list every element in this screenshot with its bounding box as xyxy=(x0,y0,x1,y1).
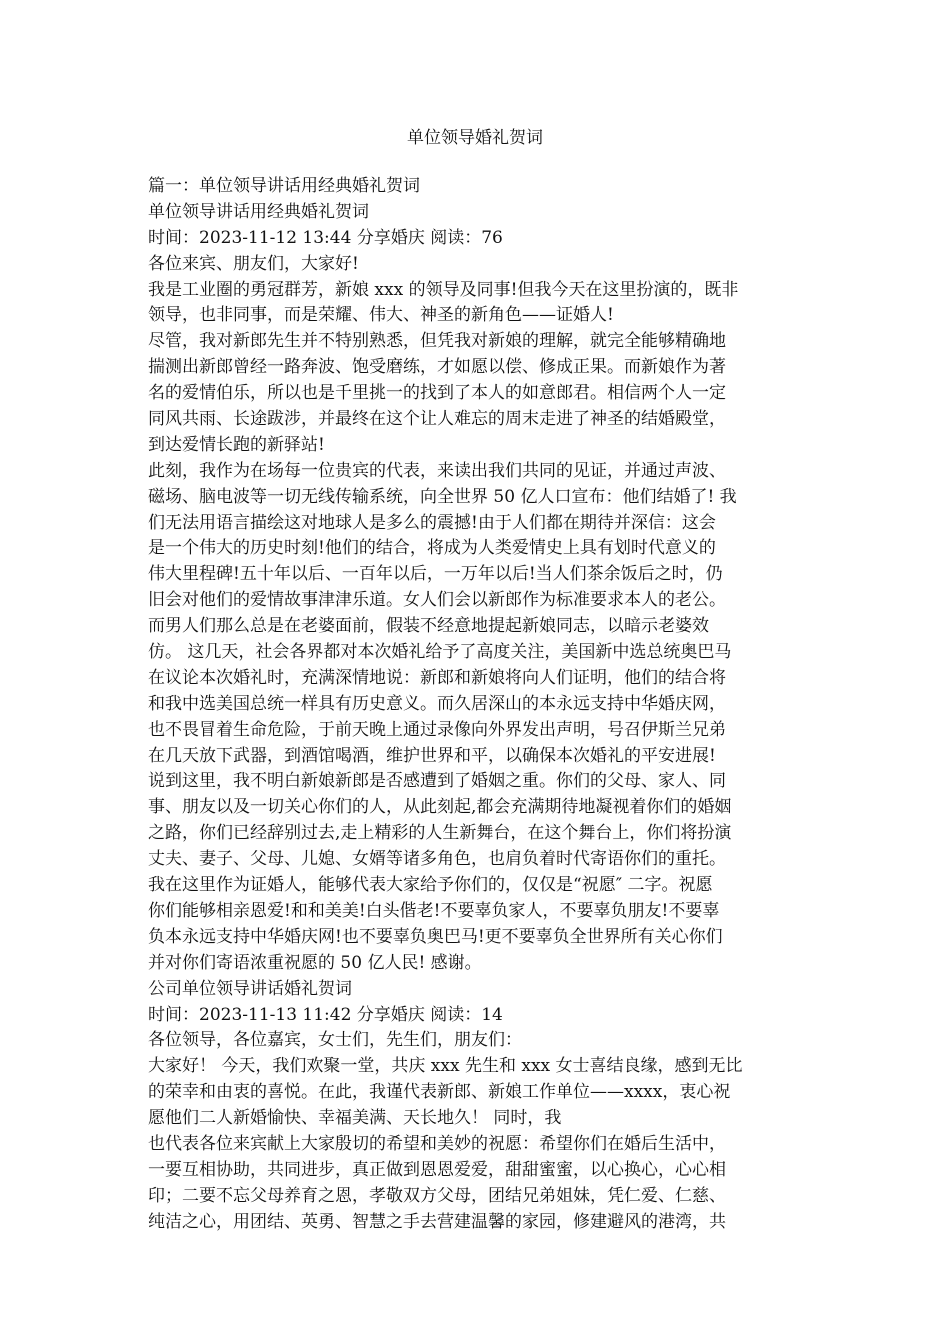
text-line: 你们能够相亲恩爱!和和美美!白头偕老!不要辜负家人，不要辜负朋友!不要辜 xyxy=(148,900,720,921)
text-line: 各位来宾、朋友们，大家好! xyxy=(148,253,359,274)
text-line: 篇一：单位领导讲话用经典婚礼贺词 xyxy=(148,176,420,196)
text-line: 尽管，我对新郎先生并不特别熟悉，但凭我对新娘的理解，就完全能够精确地 xyxy=(148,331,726,352)
text-line: 说到这里，我不明白新娘新郎是否感遭到了婚姻之重。你们的父母、家人、同 xyxy=(148,771,726,792)
text-line: 并对你们寄语浓重祝愿的 50 亿人民! 感谢。 xyxy=(148,952,482,973)
document-body xyxy=(148,174,808,1236)
text-line: 之路，你们已经辞别过去,走上精彩的人生新舞台，在这个舞台上，你们将扮演 xyxy=(148,823,732,844)
text-line: 们无法用语言描绘这对地球人是多么的震撼!由于人们都在期待并深信：这会 xyxy=(148,512,716,533)
document-title: 单位领导婚礼贺词 xyxy=(407,128,543,148)
text-line: 此刻，我作为在场每一位贵宾的代表，来读出我们共同的见证，并通过声波、 xyxy=(148,460,726,481)
text-line: 时间：2023-11-13 11:42 分享婚庆 阅读：14 xyxy=(148,1004,503,1025)
text-line: 负本永远支持中华婚庆网!也不要辜负奥巴马!更不要辜负全世界所有关心你们 xyxy=(148,926,723,947)
text-line: 事、朋友以及一切关心你们的人，从此刻起,都会充满期待地凝视着你们的婚姻 xyxy=(148,797,732,818)
text-line: 单位领导讲话用经典婚礼贺词 xyxy=(148,201,369,222)
text-line: 纯洁之心，用团结、英勇、智慧之手去营建温馨的家园，修建避风的港湾，共 xyxy=(148,1211,726,1232)
text-line: 在议论本次婚礼时，充满深情地说：新郎和新娘将向人们证明，他们的结合将 xyxy=(148,667,726,688)
text-line: 同风共雨、长途跋涉，并最终在这个让人难忘的周末走进了神圣的结婚殿堂， xyxy=(148,409,726,430)
text-line: 名的爱情伯乐，所以也是千里挑一的找到了本人的如意郎君。相信两个人一定 xyxy=(148,383,726,404)
text-line: 伟大里程碑!五十年以后、一百年以后，一万年以后!当人们茶余饭后之时，仍 xyxy=(148,564,723,585)
text-line: 也不畏冒着生命危险，于前天晚上通过录像向外界发出声明，号召伊斯兰兄弟 xyxy=(148,719,726,740)
text-line: 旧会对他们的爱情故事津津乐道。女人们会以新郎作为标准要求本人的老公。 xyxy=(148,590,726,611)
text-line: 公司单位领导讲话婚礼贺词 xyxy=(148,978,352,999)
text-line: 在几天放下武器，到酒馆喝酒，维护世界和平，以确保本次婚礼的平安进展! xyxy=(148,745,716,766)
text-line: 也代表各位来宾献上大家殷切的希望和美妙的祝愿：希望你们在婚后生活中， xyxy=(148,1133,726,1154)
text-line: 是一个伟大的历史时刻!他们的结合，将成为人类爱情史上具有划时代意义的 xyxy=(148,538,716,559)
text-line: 到达爱情长跑的新驿站! xyxy=(148,434,325,455)
text-line: 丈夫、妻子、父母、儿媳、女婿等诸多角色，也肩负着时代寄语你们的重托。 xyxy=(148,849,726,870)
text-line: 印；二要不忘父母养育之恩，孝敬双方父母，团结兄弟姐妹，凭仁爱、仁慈、 xyxy=(148,1185,726,1206)
text-line: 时间：2023-11-12 13:44 分享婚庆 阅读：76 xyxy=(148,227,503,248)
text-line: 揣测出新郎曾经一路奔波、饱受磨练，才如愿以偿、修成正果。而新娘作为著 xyxy=(148,357,726,378)
text-line: 一要互相协助，共同进步，真正做到恩恩爱爱，甜甜蜜蜜，以心换心，心心相 xyxy=(148,1159,726,1180)
text-line: 领导，也非同事，而是荣耀、伟大、神圣的新角色——证婚人! xyxy=(148,305,614,326)
text-line: 大家好！ 今天，我们欢聚一堂，共庆 xxx 先生和 xxx 女士喜结良缘，感到无比 xyxy=(148,1056,743,1077)
text-line: 磁场、脑电波等一切无线传输系统，向全世界 50 亿人口宣布：他们结婚了! 我 xyxy=(148,486,737,507)
text-line: 而男人们那么总是在老婆面前，假装不经意地提起新娘同志，以暗示老婆效 xyxy=(148,616,709,637)
text-line: 仿。 这几天，社会各界都对本次婚礼给予了高度关注，美国新中选总统奥巴马 xyxy=(148,642,732,663)
text-line: 我是工业圈的勇冠群芳，新娘 xxx 的领导及同事!但我今天在这里扮演的，既非 xyxy=(148,279,739,300)
text-line: 我在这里作为证婚人，能够代表大家给予你们的，仅仅是“祝愿″ 二字。祝愿 xyxy=(148,875,713,896)
text-line: 和我中选美国总统一样具有历史意义。而久居深山的本永远支持中华婚庆网， xyxy=(148,693,726,714)
text-line: 各位领导，各位嘉宾，女士们，先生们，朋友们： xyxy=(148,1030,522,1051)
text-line: 的荣幸和由衷的喜悦。在此，我谨代表新郎、新娘工作单位——xxxx，衷心祝 xyxy=(148,1082,731,1103)
text-line: 愿他们二人新婚愉快、幸福美满、天长地久！ 同时，我 xyxy=(148,1108,562,1129)
